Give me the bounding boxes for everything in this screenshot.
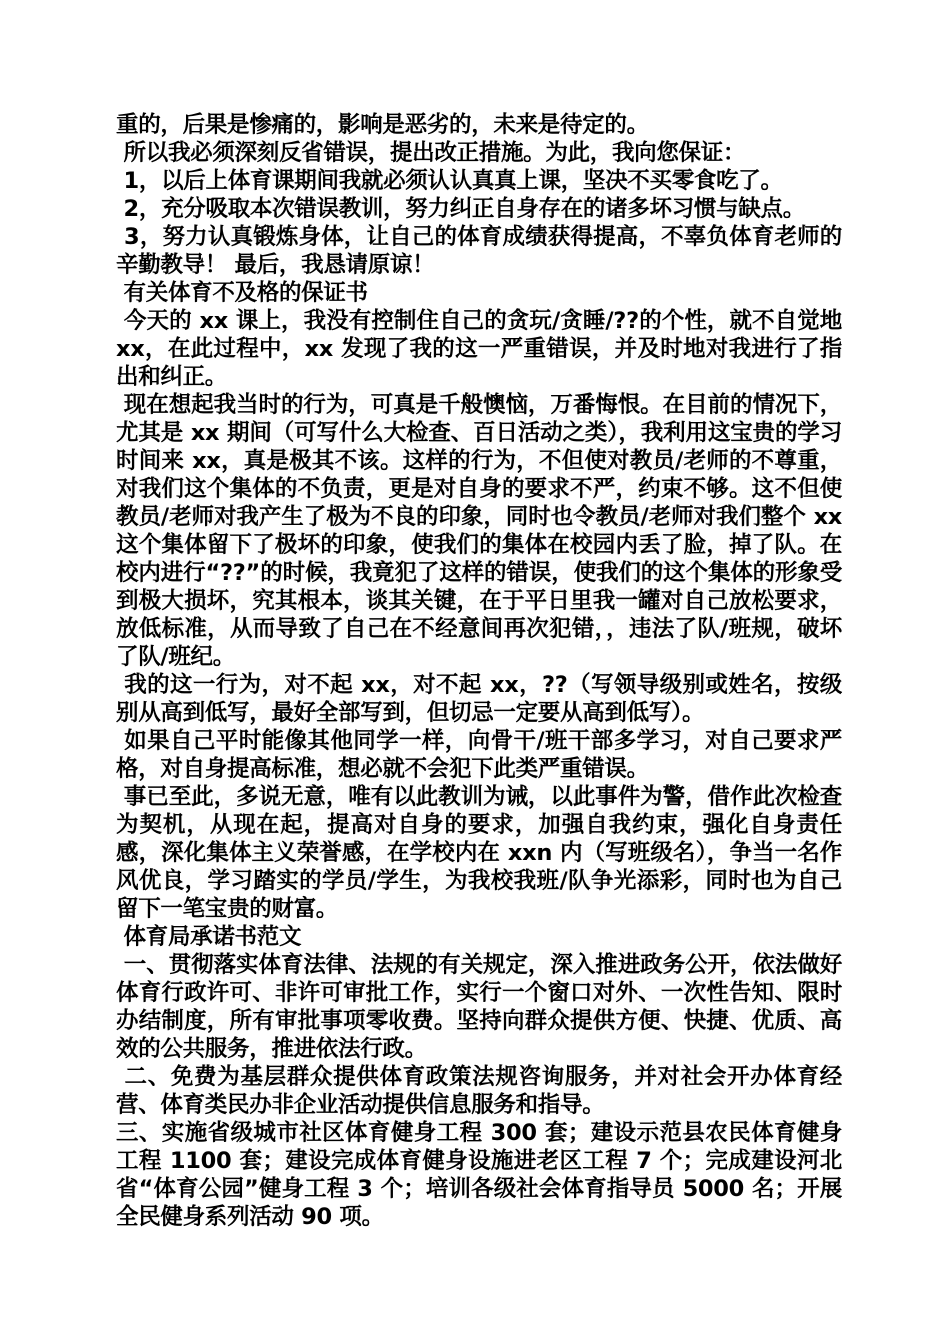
paragraph-regret: 现在想起我当时的行为，可真是千般懊恼，万番悔恨。在目前的情况下，尤其是 xx 期间（可写什么大检查、百日活动之类），我利用这宝贵的学习时间来 xx，真是极其不该。这样的行为，不但使对教员/老师的不尊重，对我们这个集体的不负责，更是对自身的要求不严，约束不够。这不但使教员/老师对我产生了极为不良的印象，同时也令教员/老师对我们整个 xx 这个集体留下了极坏的印象，使我们的集体在校园内丢了脸，掉了队。在校内进行“??”的时候，我竟犯了这样的错误，使我们的这个集体的形象受到极大损坏，究其根本，谈其关键，在于平日里我一罐对自己放松要求，放低标准，从而导致了自己在不经意间再次犯错，，违法了队/班规，破坏了队/班纪。 (116, 392, 850, 670)
document-body (116, 111, 850, 1231)
paragraph-consequences: 重的，后果是惨痛的，影响是恶劣的，未来是待定的。 (116, 112, 649, 138)
paragraph-today-class: 今天的 xx 课上，我没有控制住自己的贪玩/贪睡/??的个性，就不自觉地 xx，在此过程中，xx 发现了我的这一严重错误，并及时地对我进行了指出和纠正。 (116, 308, 850, 390)
paragraph-commitment-2: 二、免费为基层群众提供体育政策法规咨询服务，并对社会开办体育经营、体育类民办非企业活动提供信息服务和指导。 (116, 1064, 842, 1118)
paragraph-promise-intro: 所以我必须深刻反省错误，提出改正措施。为此，我向您保证： (116, 140, 746, 166)
paragraph-apology: 我的这一行为，对不起 xx，对不起 xx，??（写领导级别或姓名，按级别从高到低写，最好全部写到，但切忌一定要从高到低写）。 (116, 672, 842, 726)
paragraph-commitment-3: 三、实施省级城市社区体育健身工程 300 套；建设示范县农民体育健身工程 1100 套；建设完成体育健身设施进老区工程 7 个；完成建设河北省“体育公园”健身工程 3 个；培训各级社会体育指导员 5000 名；开展全民健身系列活动 90 项。 (116, 1120, 842, 1230)
paragraph-if-only: 如果自己平时能像其他同学一样，向骨干/班干部多学习，对自己要求严格，对自身提高标准，想必就不会犯下此类严重错误。 (116, 728, 842, 782)
paragraph-conclusion: 事已至此，多说无意，唯有以此教训为诫，以此事件为警，借作此次检查为契机，从现在起，提高对自身的要求，加强自我约束，强化自身责任感，深化集体主义荣誉感，在学校内在 xxn 内（写班级名），争当一名作风优良，学习踏实的学员/学生，为我校我班/队争光添彩，同时也为自己留下一笔宝贵的财富。 (116, 784, 842, 922)
heading-sports-bureau-commitment: 体育局承诺书范文 (116, 924, 302, 950)
paragraph-commitment-1: 一、贯彻落实体育法律、法规的有关规定，深入推进政务公开，依法做好体育行政许可、非许可审批工作，实行一个窗口对外、一次性告知、限时办结制度，所有审批事项零收费。坚持向群众提供方便、快捷、优质、高效的公共服务，推进依法行政。 (116, 952, 842, 1062)
paragraph-promise-1: 1，以后上体育课期间我就必须认认真真上课，坚决不买零食吃了。 (116, 168, 783, 194)
paragraph-promise-3: 3，努力认真锻炼身体，让自己的体育成绩获得提高，不辜负体育老师的辛勤教导！ 最后，我恳请原谅！ (116, 224, 842, 278)
heading-pe-fail-guarantee: 有关体育不及格的保证书 (116, 280, 368, 306)
paragraph-promise-2: 2，充分吸取本次错误教训，努力纠正自身存在的诸多坏习惯与缺点。 (116, 196, 805, 222)
